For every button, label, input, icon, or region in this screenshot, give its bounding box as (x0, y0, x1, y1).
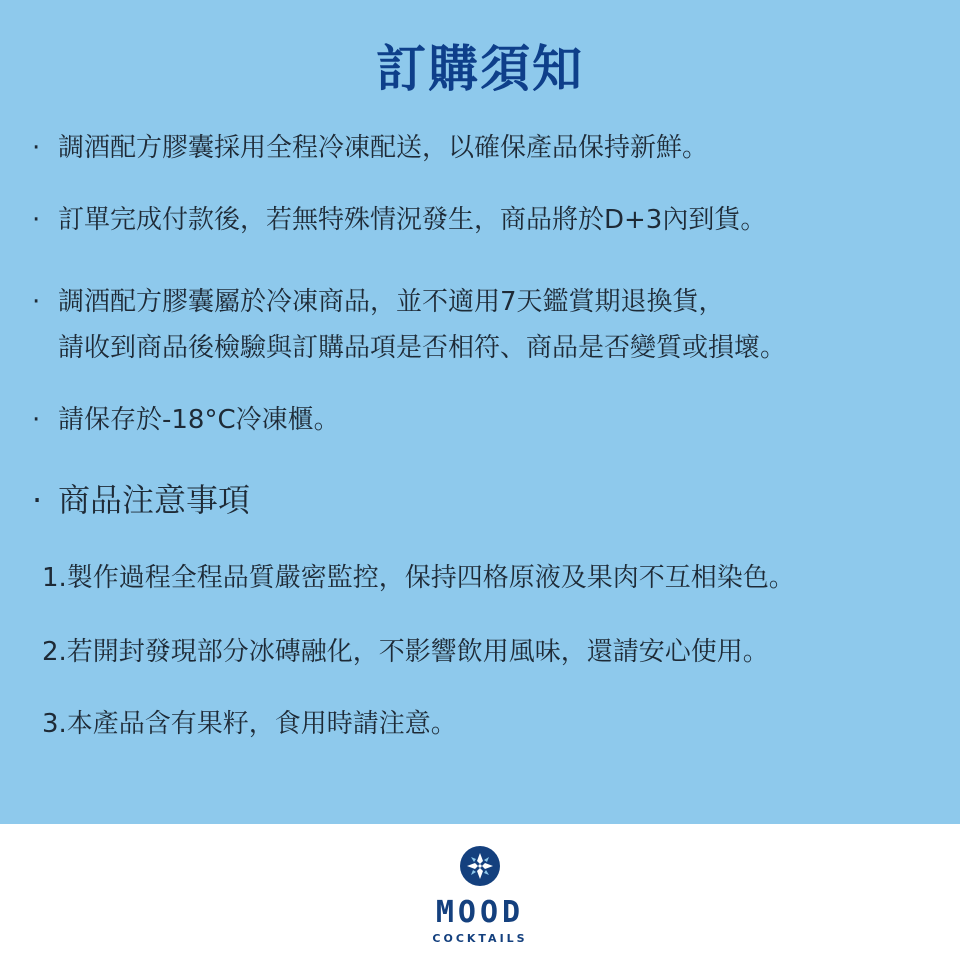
list-item: 3.本產品含有果籽，食用時請注意。 (42, 709, 457, 739)
note-line (32, 282, 725, 322)
note-text: 請保存於-18°C冷凍櫃。 (58, 405, 340, 435)
note-text: 請收到商品後檢驗與訂購品項是否相符、商品是否變質或損壞。 (58, 333, 787, 363)
note-line (32, 400, 340, 440)
note-line (32, 128, 708, 168)
flower-logo-icon (459, 845, 501, 887)
bullet: · (32, 287, 41, 317)
note-text: 調酒配方膠囊採用全程冷凍配送，以確保產品保持新鮮。 (58, 133, 709, 163)
brand-name: MOOD (435, 895, 525, 930)
note-text: 訂單完成付款後，若無特殊情況發生，商品將於D+3內到貨。 (58, 205, 767, 235)
brand-tagline: COCKTAILS (432, 932, 528, 945)
bullet: · (32, 205, 41, 235)
note-text: 調酒配方膠囊屬於冷凍商品，並不適用7天鑑賞期退換貨， (58, 287, 725, 317)
page-title: 訂購須知 (376, 40, 584, 98)
bullet: · (32, 133, 41, 163)
section-heading-text: 商品注意事項 (58, 481, 251, 519)
list-item: 2.若開封發現部分冰磚融化，不影響飲用風味，還請安心使用。 (42, 637, 769, 667)
note-line-continued (58, 328, 786, 368)
list-item: 1.製作過程全程品質嚴密監控，保持四格原液及果肉不互相染色。 (42, 563, 795, 593)
bullet: · (32, 481, 43, 519)
note-line (32, 200, 766, 240)
bullet: · (32, 405, 41, 435)
section-heading (32, 480, 250, 520)
